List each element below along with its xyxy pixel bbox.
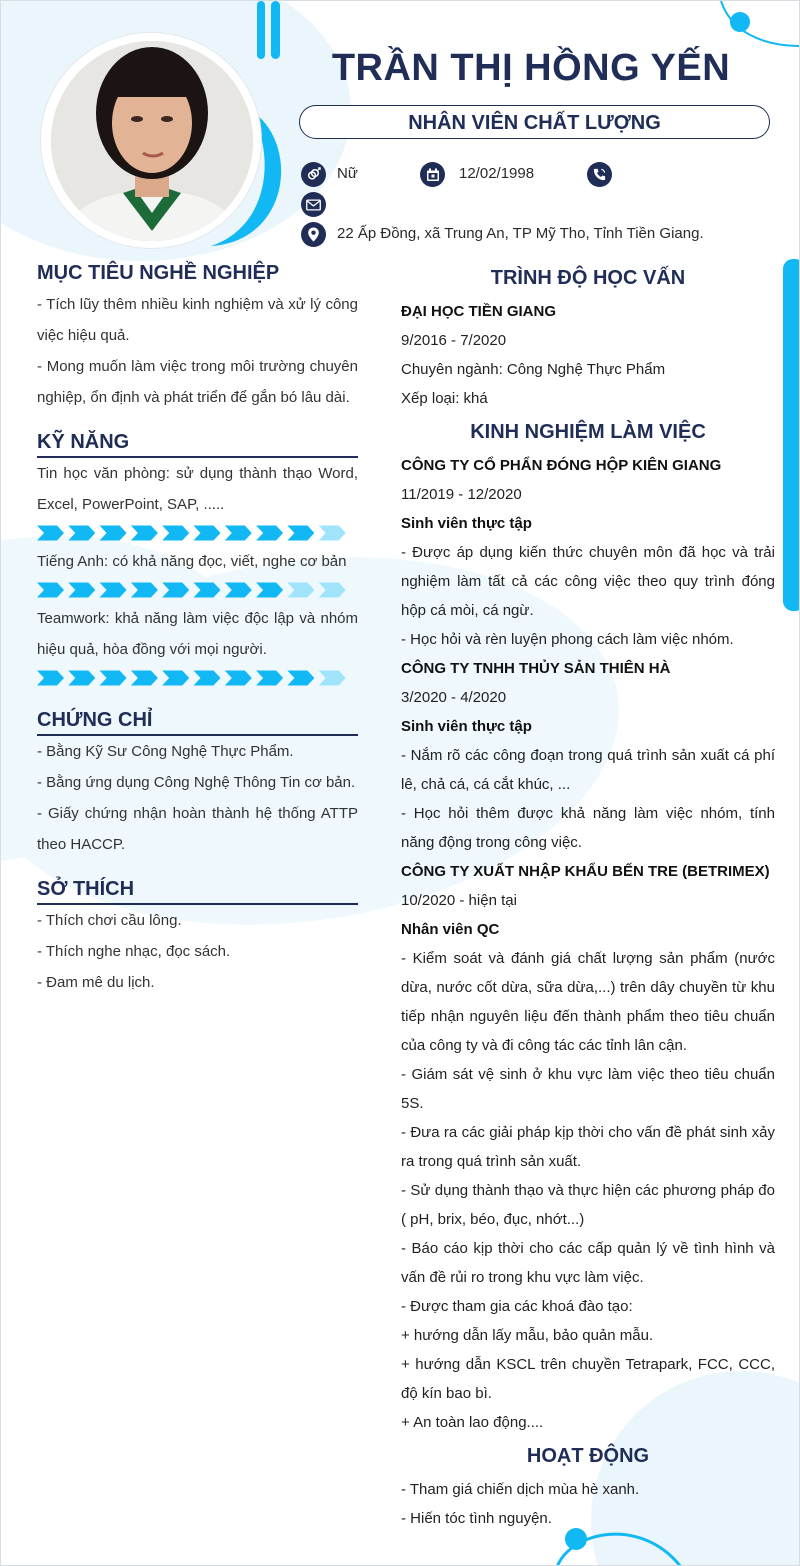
skill-chevron-filled — [68, 526, 95, 541]
location-icon — [301, 222, 326, 247]
skill-chevron-filled — [287, 526, 314, 541]
skill-chevron-filled — [37, 671, 64, 686]
job-position: Sinh viên thực tập — [401, 515, 532, 532]
job-period: 10/2020 - hiện tại — [401, 892, 517, 909]
address-value: 22 Ấp Đồng, xã Trung An, TP Mỹ Tho, Tỉnh Tiền Giang. — [337, 225, 704, 242]
education-title: TRÌNH ĐỘ HỌC VẤN — [490, 267, 686, 289]
skill-chevron-filled — [68, 583, 95, 598]
skill-chevron-filled — [100, 583, 127, 598]
job-duty: - Học hỏi và rèn luyện phong cách làm việc nhóm. — [401, 631, 734, 648]
job-duty: + hướng dẫn lấy mẫu, bảo quản mẫu. — [401, 1327, 654, 1344]
skill-chevrons — [37, 525, 357, 541]
job-duty: + An toàn lao động.... — [401, 1414, 544, 1431]
objective-text-1: - Tích lũy thêm nhiều kinh nghiệm và xử lý công việc hiệu quả. — [37, 296, 358, 344]
skill-chevron-filled — [100, 526, 127, 541]
gender-icon — [301, 162, 326, 187]
skill-chevron-filled — [131, 526, 158, 541]
phone-icon — [587, 162, 612, 187]
objective-title: MỤC TIÊU NGHỀ NGHIỆP — [37, 262, 280, 284]
profile-photo — [51, 41, 253, 241]
skill-chevron-filled — [256, 583, 283, 598]
skill-chevron-filled — [162, 671, 189, 686]
email-icon — [301, 192, 326, 217]
activity-item: - Hiến tóc tình nguyện. — [401, 1510, 552, 1527]
skill-chevrons — [37, 670, 357, 686]
skill-chevron-filled — [162, 526, 189, 541]
job-period: 11/2019 - 12/2020 — [401, 486, 522, 503]
skill-level-bar — [37, 670, 357, 686]
job-position: Sinh viên thực tập — [401, 718, 532, 735]
candidate-name: TRẦN THỊ HỒNG YẾN — [331, 47, 731, 89]
skill-chevron-filled — [37, 583, 64, 598]
skill-chevron-empty — [319, 671, 346, 686]
hobby-item: - Thích nghe nhạc, đọc sách. — [37, 943, 231, 960]
skill-chevron-filled — [100, 671, 127, 686]
job-duty: - Đưa ra các giải pháp kịp thời cho vấn đề phát sinh xảy ra trong quá trình sản xuất. — [401, 1124, 775, 1170]
hobbies-title: SỞ THÍCH — [37, 878, 135, 900]
hobby-item: - Thích chơi cầu lông. — [37, 912, 182, 929]
job-duty: - Được tham gia các khoá đào tạo: — [401, 1298, 633, 1315]
skill-level-bar — [37, 582, 357, 598]
skill-chevron-filled — [194, 526, 221, 541]
skills-title: KỸ NĂNG — [37, 431, 130, 453]
job-duty: - Nắm rõ các công đoạn trong quá trình sản xuất cá phí lê, chả cá, cá cắt khúc, ... — [401, 747, 775, 793]
calendar-icon — [420, 162, 445, 187]
certificate-item: - Bằng ứng dụng Công Nghệ Thông Tin cơ bản. — [37, 774, 356, 791]
certificate-item: - Giấy chứng nhận hoàn thành hệ thống ATTP theo HACCP. — [37, 805, 358, 853]
skill-text: Tiếng Anh: có khả năng đọc, viết, nghe cơ bản — [37, 553, 347, 570]
job-duty: - Báo cáo kịp thời cho các cấp quản lý về tình hình và vấn đề rủi ro trong khu vực làm việc. — [401, 1240, 775, 1286]
job-duty: - Học hỏi thêm được khả năng làm việc nhóm, tính năng động trong công việc. — [401, 805, 775, 851]
skill-chevron-filled — [256, 671, 283, 686]
job-duty: - Giám sát vệ sinh ở khu vực làm việc theo tiêu chuẩn 5S. — [401, 1066, 775, 1112]
skill-chevron-filled — [194, 583, 221, 598]
job-duty: - Kiểm soát và đánh giá chất lượng sản phẩm (nước dừa, nước cốt dừa, sữa dừa,...) trên dây chuyền từ khu tiếp nhận nguyên liệu đến thành phẩm theo tiêu chuẩn của công ty và đi công tác các tỉnh lân cận. — [401, 950, 775, 1054]
skill-chevron-filled — [162, 583, 189, 598]
skill-chevron-empty — [319, 583, 346, 598]
skill-chevron-empty — [287, 583, 314, 598]
skill-chevron-filled — [194, 671, 221, 686]
skill-chevron-filled — [287, 671, 314, 686]
skill-chevron-filled — [225, 526, 252, 541]
company-name: CÔNG TY CỔ PHẨN ĐÓNG HỘP KIÊN GIANG — [401, 457, 722, 474]
company-name: CÔNG TY TNHH THỦY SẢN THIÊN HÀ — [401, 660, 671, 677]
birthday-value: 12/02/1998 — [459, 165, 535, 182]
job-duty: + hướng dẫn KSCL trên chuyền Tetrapark, FCC, CCC, độ kín bao bì. — [401, 1356, 775, 1402]
skill-chevron-filled — [225, 583, 252, 598]
activity-item: - Tham giá chiến dịch mùa hè xanh. — [401, 1481, 640, 1498]
education-period: 9/2016 - 7/2020 — [401, 332, 507, 349]
gender-value: Nữ — [337, 165, 358, 182]
education-major: Chuyên ngành: Công Nghệ Thực Phẩm — [401, 361, 666, 378]
skill-chevron-filled — [225, 671, 252, 686]
experience-title: KINH NGHIỆM LÀM VIỆC — [470, 421, 706, 443]
job-duty: - Sử dụng thành thạo và thực hiện các phương pháp đo ( pH, brix, béo, đục, nhớt...) — [401, 1182, 775, 1228]
job-position: Nhân viên QC — [401, 921, 500, 938]
job-period: 3/2020 - 4/2020 — [401, 689, 507, 706]
job-duty: - Được áp dụng kiến thức chuyên môn đã học và trải nghiệm làm tất cả các công việc theo quy trình đóng hộp cá mòi, cá ngừ. — [401, 544, 775, 619]
certificate-item: - Bằng Kỹ Sư Công Nghệ Thực Phẩm. — [37, 743, 294, 760]
hobby-item: - Đam mê du lịch. — [37, 974, 155, 991]
objective-text-2: - Mong muốn làm việc trong môi trường chuyên nghiệp, ổn định và phát triển để gắn bó lâu dài. — [37, 358, 358, 406]
skill-chevron-filled — [131, 583, 158, 598]
education-grade: Xếp loại: khá — [401, 390, 488, 407]
job-title: NHÂN VIÊN CHẤT LƯỢNG — [299, 105, 770, 139]
skill-chevrons — [37, 582, 357, 598]
skill-text: Teamwork: khả năng làm việc độc lập và nhóm hiệu quả, hòa đồng với mọi người. — [37, 610, 358, 658]
skill-chevron-filled — [68, 671, 95, 686]
skill-chevron-filled — [37, 526, 64, 541]
skill-level-bar — [37, 525, 357, 541]
school-name: ĐẠI HỌC TIỀN GIANG — [401, 303, 557, 320]
activities-title: HOẠT ĐỘNG — [526, 1445, 650, 1467]
skill-chevron-empty — [319, 526, 346, 541]
skill-chevron-filled — [131, 671, 158, 686]
certificates-title: CHỨNG CHỈ — [37, 709, 153, 731]
skill-chevron-filled — [256, 526, 283, 541]
company-name: CÔNG TY XUẤT NHẬP KHẨU BẾN TRE (BETRIMEX) — [401, 863, 770, 880]
skill-text: Tin học văn phòng: sử dụng thành thạo Word, Excel, PowerPoint, SAP, ..... — [37, 465, 358, 513]
